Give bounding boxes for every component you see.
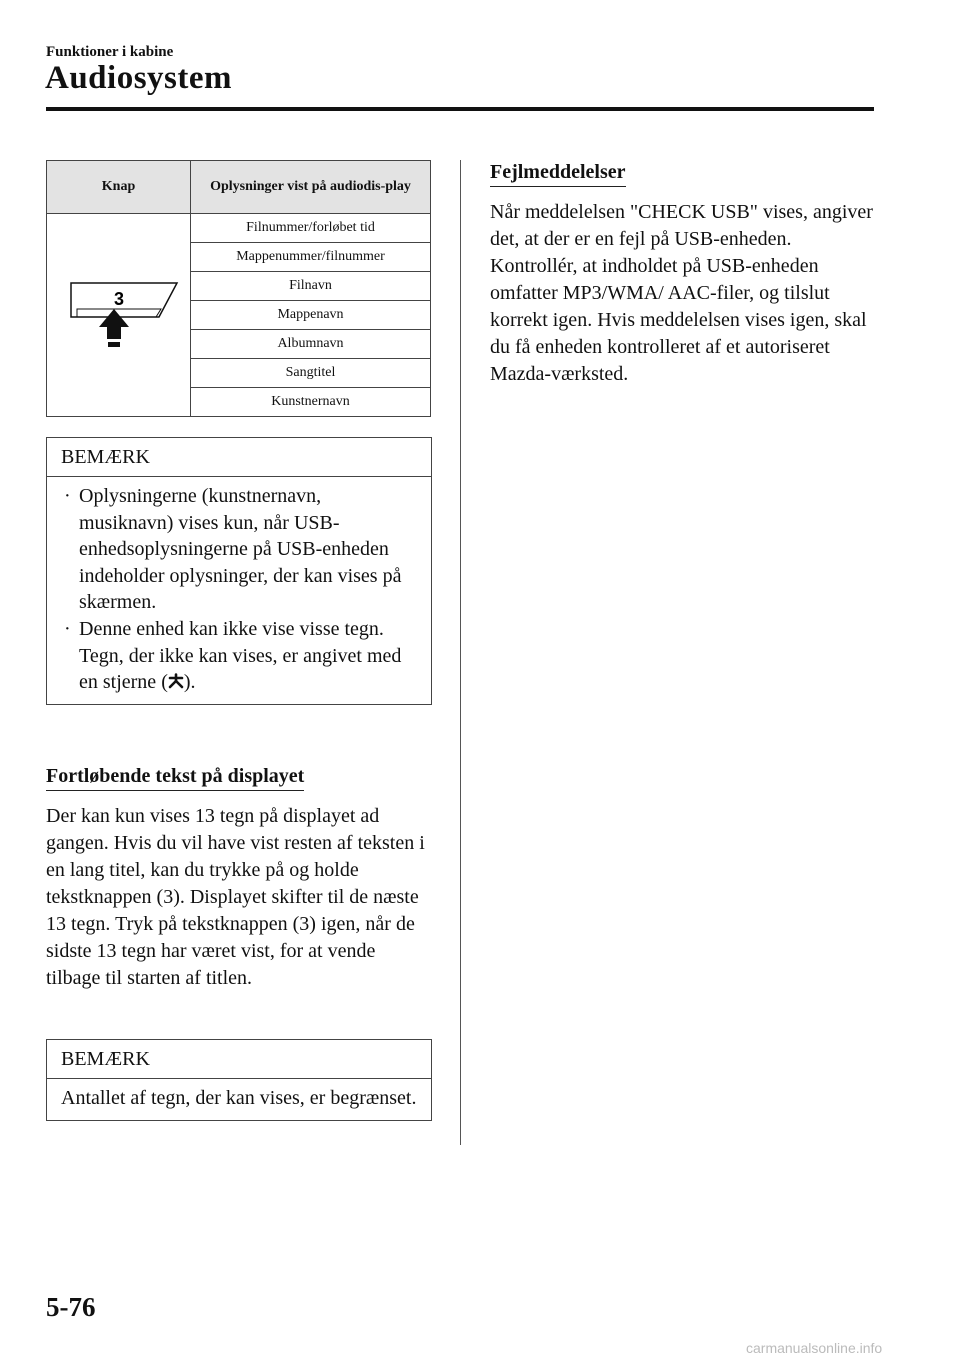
note-bullet: · Oplysningerne (kunstnernavn, musiknavn) vises kun, når USB-enhedsoplysningerne på USB-enheden indeholder oplysninger, der kan vises på skærmen. [61, 483, 417, 616]
table-row-info: Kunstnernavn [191, 388, 431, 417]
note-box-char-limit [46, 1039, 432, 1121]
note-body: Antallet af tegn, der kan vises, er begrænset. [61, 1087, 417, 1109]
error-section-paragraph: Når meddelelsen "CHECK USB" vises, angiver det, at der er en fejl på USB-enheden. Kontrollér, at indholdet på USB-enheden omfatter MP3/WMA/ AAC-filer, og tilslut korrekt igen. Hvis meddelelsen vises igen, skal du få enheden kontrolleret af et autoriseret Mazda-værksted. [490, 201, 873, 385]
chapter-title: Audiosystem [45, 60, 233, 96]
table-row-info: Mappenummer/filnummer [191, 243, 431, 272]
note-title: BEMÆRK [47, 438, 431, 477]
note-bullet-text: Denne enhed kan ikke vise visse tegn. Tegn, der ikke kan vises, er angivet med en stjerne ( [79, 617, 402, 694]
note-box-info-display [46, 437, 432, 705]
table-header-button: Knap [47, 161, 191, 214]
note-bullet [61, 616, 417, 696]
page-number: 5-76 [46, 1292, 96, 1322]
note-bullet-end: ). [183, 671, 196, 694]
table-row-info: Mappenavn [191, 301, 431, 330]
table-row-info: Sangtitel [191, 359, 431, 388]
scroll-section-paragraph: Der kan kun vises 13 tegn på displayet ad gangen. Hvis du vil have vist resten af teksten i en lang titel, kan du trykke på og holde tekstknappen (3). Displayet skifter til de næste 13 tegn. Tryk på tekstknappen (3) igen, når de sidste 13 tegn har været vist, for at vende tilbage til starten af titlen. [46, 805, 425, 989]
button-info-table [46, 160, 431, 417]
table-row-info: Filnavn [191, 272, 431, 301]
table-row-info: Filnummer/forløbet tid [191, 214, 431, 243]
table-row-info: Albumnavn [191, 330, 431, 359]
button-illustration-cell [47, 214, 191, 417]
header-rule [46, 107, 874, 111]
asterisk-icon [168, 673, 184, 689]
table-header-info: Oplysninger vist på audiodis-play [191, 161, 431, 214]
note-body [47, 477, 431, 704]
note-title: BEMÆRK [47, 1040, 431, 1079]
column-divider [460, 160, 461, 1145]
section-heading-errors: Fejlmeddelelser [490, 161, 626, 187]
pushbutton-press-icon [59, 273, 179, 353]
section-label: Funktioner i kabine [46, 44, 174, 60]
watermark: carmanualsonline.info [746, 1340, 883, 1356]
section-heading-scroll: Fortløbende tekst på displayet [46, 765, 304, 791]
button-number-label: 3 [113, 288, 124, 309]
